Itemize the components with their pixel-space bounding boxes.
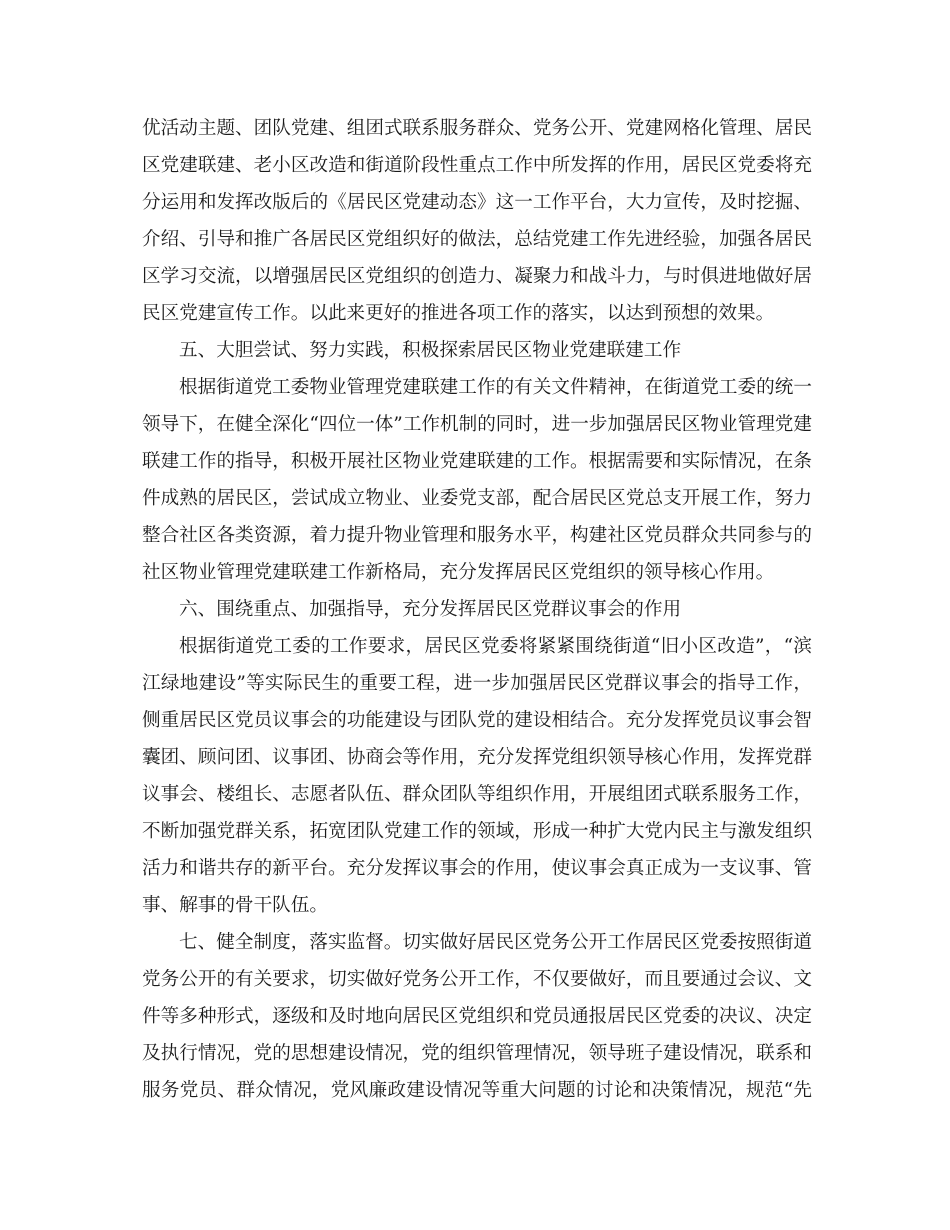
text-line: 囊团、顾问团、议事团、协商会等作用，充分发挥党组织领导核心作用，发挥党群	[142, 747, 812, 768]
text-line: 优活动主题、团队党建、组团式联系服务群众、党务公开、党建网格化管理、居民	[142, 118, 812, 139]
text-line: 件等多种形式，逐级和及时地向居民区党组织和党员通报居民区党委的决议、决定	[142, 1006, 812, 1027]
text-line: 介绍、引导和推广各居民区党组织好的做法，总结党建工作先进经验，加强各居民	[142, 229, 812, 250]
text-line: 不断加强党群关系，拓宽团队党建工作的领域，形成一种扩大党内民主与激发组织	[142, 821, 812, 842]
text-line: 根据街道党工委的工作要求，居民区党委将紧紧围绕街道“旧小区改造”，“滨	[179, 636, 812, 657]
text-line: 江绿地建设”等实际民生的重要工程，进一步加强居民区党群议事会的指导工作，	[142, 673, 812, 694]
text-line: 联建工作的指导，积极开展社区物业党建联建的工作。根据需要和实际情况，在条	[142, 451, 812, 472]
section-heading: 五、大胆尝试、努力实践，积极探索居民区物业党建联建工作	[179, 340, 682, 361]
text-line: 及执行情况，党的思想建设情况，党的组织管理情况，领导班子建设情况，联系和	[142, 1043, 812, 1064]
text-line: 事、解事的骨干队伍。	[142, 895, 328, 916]
text-line: 领导下，在健全深化“四位一体”工作机制的同时，进一步加强居民区物业管理党建	[142, 414, 812, 435]
text-line: 民区党建宣传工作。以此来更好的推进各项工作的落实，以达到预想的效果。	[142, 303, 775, 324]
text-line: 服务党员、群众情况，党风廉政建设情况等重大问题的讨论和决策情况，规范“先	[142, 1080, 812, 1101]
text-line: 分运用和发挥改版后的《居民区党建动态》这一工作平台，大力宣传，及时挖掘、	[142, 192, 812, 213]
text-line: 活力和谐共存的新平台。充分发挥议事会的作用，使议事会真正成为一支议事、管	[142, 858, 812, 879]
text-line: 党务公开的有关要求，切实做好党务公开工作，不仅要做好，而且要通过会议、文	[142, 969, 812, 990]
text-line: 件成熟的居民区，尝试成立物业、业委党支部，配合居民区党总支开展工作，努力	[142, 488, 812, 509]
section-heading: 七、健全制度，落实监督。切实做好居民区党务公开工作居民区党委按照街道	[179, 932, 812, 953]
section-heading: 六、围绕重点、加强指导，充分发挥居民区党群议事会的作用	[179, 599, 682, 620]
text-line: 区学习交流，以增强居民区党组织的创造力、凝聚力和战斗力，与时俱进地做好居	[142, 266, 812, 287]
text-line: 社区物业管理党建联建工作新格局，充分发挥居民区党组织的领导核心作用。	[142, 562, 775, 583]
text-line: 议事会、楼组长、志愿者队伍、群众团队等组织作用，开展组团式联系服务工作，	[142, 784, 812, 805]
text-line: 区党建联建、老小区改造和街道阶段性重点工作中所发挥的作用，居民区党委将充	[142, 155, 812, 176]
text-line: 根据街道党工委物业管理党建联建工作的有关文件精神，在街道党工委的统一	[179, 377, 812, 398]
text-line: 整合社区各类资源，着力提升物业管理和服务水平，构建社区党员群众共同参与的	[142, 525, 812, 546]
text-line: 侧重居民区党员议事会的功能建设与团队党的建设相结合。充分发挥党员议事会智	[142, 710, 812, 731]
